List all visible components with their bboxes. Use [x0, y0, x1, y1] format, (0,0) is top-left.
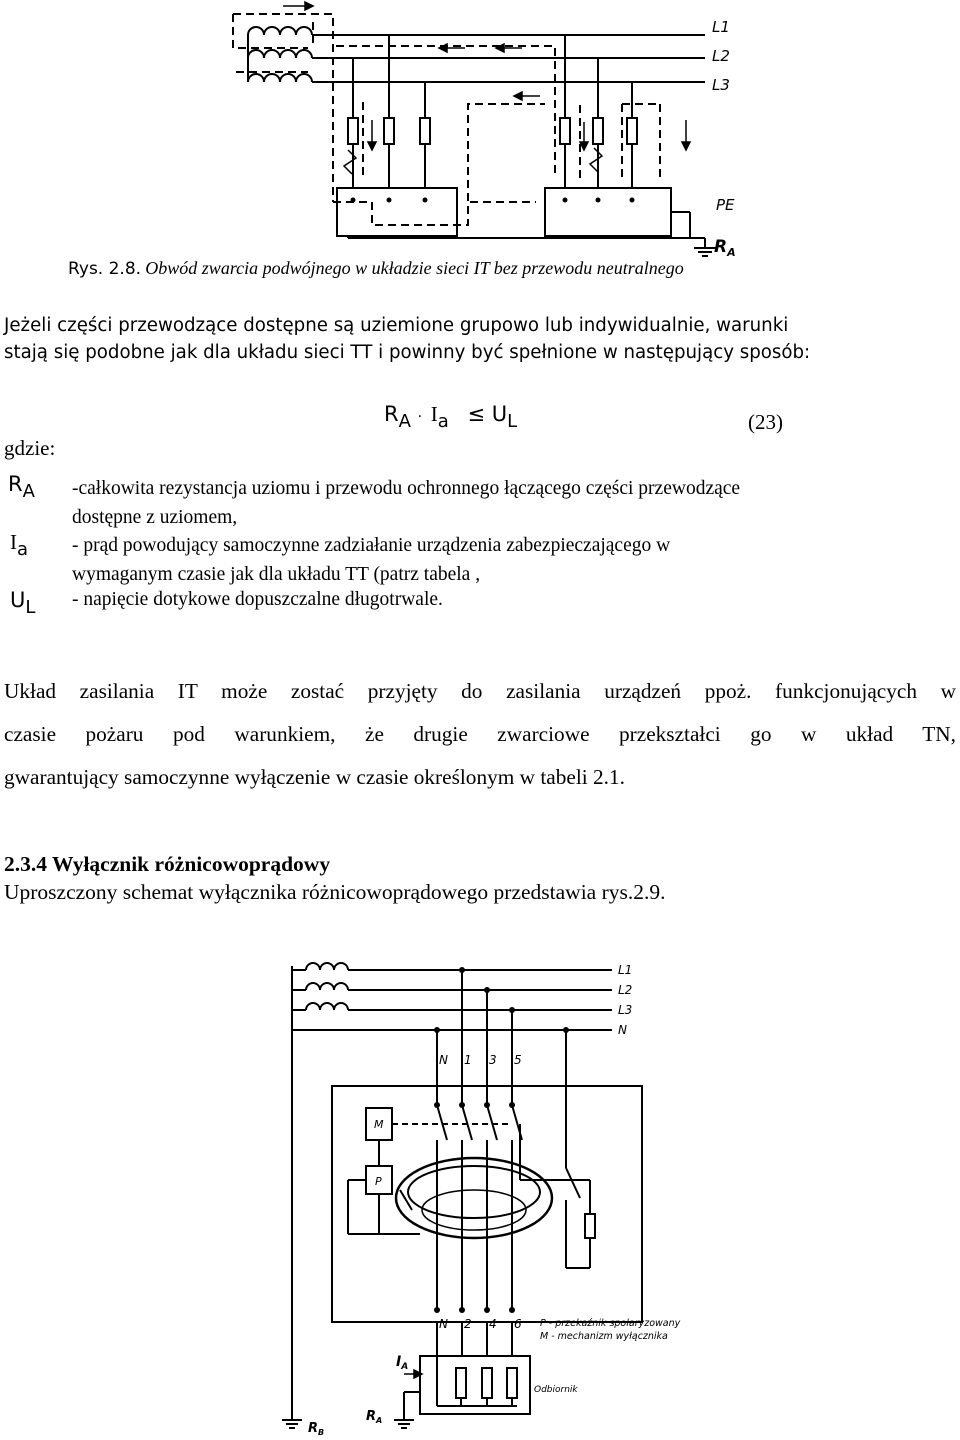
- label-p: P: [375, 1175, 382, 1188]
- intro-line: Jeżeli części przewodzące dostępne są uziemione grupowo lub indywidualnie, warunki: [4, 315, 789, 336]
- def-text-ra: -całkowita rezystancja uziomu i przewodu ochronnego łączącego części przewodzące dostępne z uziomem,: [72, 478, 741, 528]
- label-l3: L3: [712, 76, 730, 94]
- label-l3: L3: [618, 1003, 633, 1017]
- caption-text: Obwód zwarcia podwójnego w układzie sieci IT bez przewodu neutralnego: [145, 258, 684, 278]
- transformer-coil: [248, 74, 312, 82]
- label-l2: L2: [618, 983, 633, 997]
- terminal-bottom-2: 2: [464, 1317, 472, 1331]
- def-text-ul: - napięcie dotykowe dopuszczalne długotrwale.: [72, 589, 443, 610]
- label-l1: L1: [712, 18, 730, 36]
- terminal-top-3: 3: [489, 1053, 497, 1067]
- label-pe: PE: [716, 196, 735, 214]
- label-m: M: [374, 1118, 384, 1131]
- it-paragraph: Układ zasilania IT może zostać przyjęty do zasilania urządzeń ppoż. funkcjonujących w czasie pożaru pod warunkiem, że drugie zwarciowe przekształci go w układ TN, gwarantujący samoczynne wyłączenie w czasie określonym w tabeli 2.1.: [4, 679, 956, 789]
- caption-number: Rys. 2.8.: [68, 259, 142, 279]
- label-n: N: [618, 1023, 627, 1037]
- intro-line: stają się podobne jak dla układu sieci TT i powinny być spełnione w następujący sposób:: [4, 342, 811, 363]
- test-resistor: [585, 1214, 595, 1238]
- figure-it-double-fault-diagram: [0, 0, 960, 262]
- label-l2: L2: [712, 47, 730, 65]
- definitions-intro: gdzie:: [4, 436, 56, 460]
- section-title: 2.3.4 Wyłącznik różnicowoprądowy: [4, 852, 331, 876]
- label-ra: $R_A$: [366, 1409, 383, 1425]
- device-1-enclosure: [337, 188, 457, 236]
- def-text-ia: - prąd powodujący samoczynne zadziałanie urządzenia zabezpieczającego w wymaganym czasie jak dla układu TT (patrz tabela ,: [72, 535, 671, 585]
- terminal-top-5: 5: [514, 1053, 522, 1067]
- legend-mechanism: M - mechanizm wyłącznika: [540, 1331, 668, 1342]
- label-ra: $R_A$: [714, 237, 736, 259]
- terminal-top-n: N: [439, 1053, 448, 1067]
- transformer-coil: [306, 983, 348, 990]
- terminal-top-1: 1: [464, 1053, 472, 1067]
- label-l1: L1: [618, 963, 633, 977]
- terminal-bottom-4: 4: [489, 1317, 497, 1331]
- label-load: Odbiornik: [534, 1385, 578, 1395]
- def-symbol-ul: UL: [10, 588, 36, 618]
- transformer-coil: [306, 1003, 348, 1010]
- figure-rcd-schematic: [0, 955, 960, 1440]
- def-symbol-ra: RA: [8, 472, 35, 502]
- formula-23: RA · Ia ≤ UL: [384, 402, 518, 432]
- legend-relay: P - przekaźnik spolaryzowany: [540, 1318, 681, 1329]
- formula-number: (23): [748, 410, 783, 434]
- current-transformer-core: [396, 1158, 552, 1238]
- transformer-coil: [248, 50, 312, 58]
- section-text: Uproszczony schemat wyłącznika różnicowoprądowego przedstawia rys.2.9.: [4, 880, 666, 904]
- terminal-bottom-n: N: [439, 1317, 448, 1331]
- def-symbol-ia: Ia: [10, 530, 29, 560]
- transformer-coil: [306, 963, 348, 970]
- label-rb: $R_B$: [308, 1421, 325, 1437]
- figure-caption: [68, 258, 684, 279]
- label-ia: $I_A$: [396, 1354, 409, 1372]
- device-2-enclosure: [545, 188, 671, 236]
- terminal-bottom-6: 6: [514, 1317, 522, 1331]
- transformer-coil: [248, 27, 312, 35]
- intro-text: [4, 312, 810, 366]
